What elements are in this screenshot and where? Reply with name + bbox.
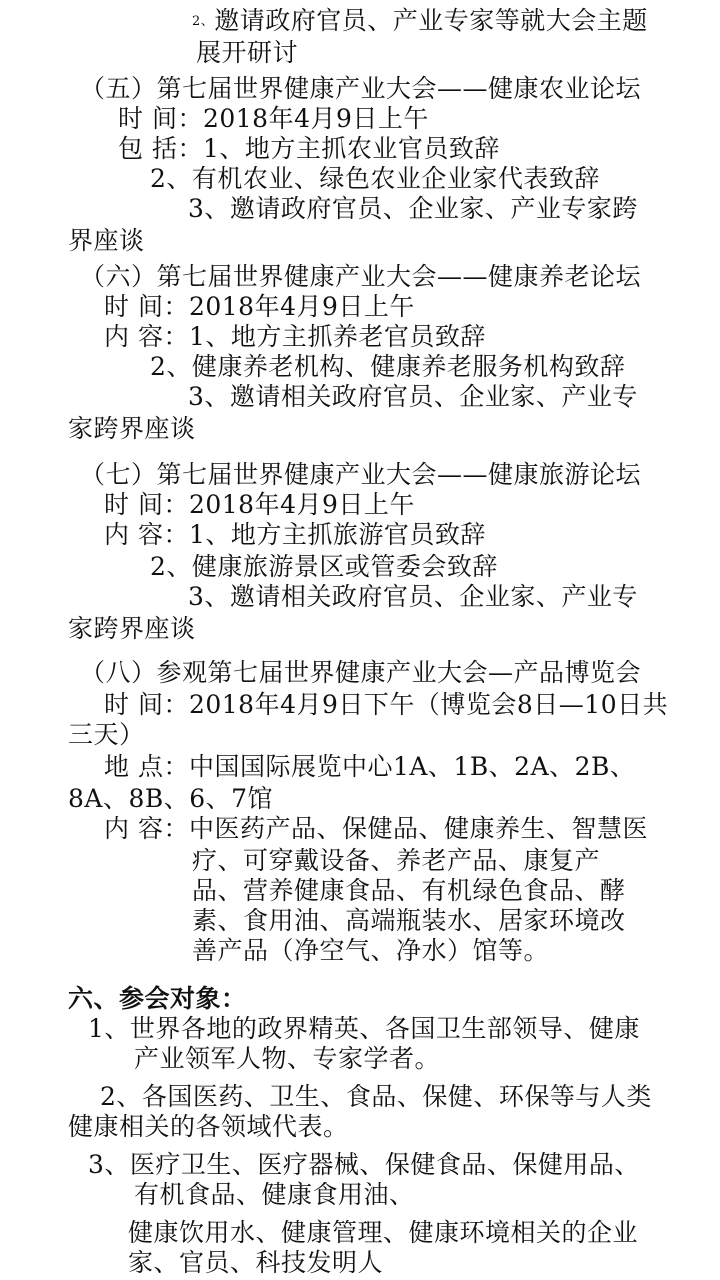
forum-travel-heading: （七）第七届世界健康产业大会——健康旅游论坛: [80, 460, 642, 489]
forum-travel-item2: 2、健康旅游景区或管委会致辞: [150, 552, 498, 581]
attendees-item1-l1: 1、世界各地的政界精英、各国卫生部领导、健康: [88, 1014, 640, 1043]
expo-content-l2: 疗、可穿戴设备、养老产品、康复产: [192, 846, 601, 875]
forum-elder-item3: 3、邀请相关政府官员、企业家、产业专: [188, 382, 638, 411]
expo-place-cont: 8A、8B、6、7馆: [68, 784, 274, 813]
forum-agri-time: 时 间：2018年4月9日上午: [118, 104, 429, 133]
attendees-item3-l1: 3、医疗卫生、医疗器械、保健食品、保健用品、: [88, 1150, 640, 1179]
forum-elder-item3-cont: 家跨界座谈: [68, 414, 196, 443]
expo-place: 地 点：中国国际展览中心1A、1B、2A、2B、: [104, 752, 636, 781]
expo-content-l4: 素、食用油、高端瓶装水、居家环境改: [192, 906, 626, 935]
forum-agri-heading: （五）第七届世界健康产业大会——健康农业论坛: [80, 74, 642, 103]
forum-travel-item3-cont: 家跨界座谈: [68, 614, 196, 643]
expo-content-l3: 品、营养健康食品、有机绿色食品、酵: [192, 876, 626, 905]
sec5-tail-item2-text: 邀请政府官员、产业专家等就大会主题: [214, 6, 648, 35]
expo-heading: （八）参观第七届世界健康产业大会—产品博览会: [80, 658, 642, 687]
expo-content-l1: 内 容：中医药产品、保健品、健康养生、智慧医: [104, 814, 648, 843]
sec5-tail-item2-num: 2、: [192, 14, 215, 29]
forum-travel-item1: 内 容：1、地方主抓旅游官员致辞: [104, 520, 486, 549]
forum-elder-heading: （六）第七届世界健康产业大会——健康养老论坛: [80, 262, 642, 291]
forum-elder-item2: 2、健康养老机构、健康养老服务机构致辞: [150, 352, 626, 381]
attendees-item3-l4: 家、官员、科技发明人: [128, 1248, 384, 1277]
attendees-item2-l1: 2、各国医药、卫生、食品、保健、环保等与人类: [100, 1082, 652, 1111]
attendees-item3-l3: 健康饮用水、健康管理、健康环境相关的企业: [128, 1218, 639, 1247]
attendees-item1-l2: 产业领军人物、专家学者。: [134, 1044, 441, 1073]
expo-content-l5: 善产品（净空气、净水）馆等。: [192, 936, 550, 965]
forum-agri-item3: 3、邀请政府官员、企业家、产业专家跨: [188, 194, 638, 223]
forum-agri-item1: 包 括：1、地方主抓农业官员致辞: [118, 134, 500, 163]
forum-agri-item3-cont: 界座谈: [68, 226, 145, 255]
forum-agri-item2: 2、有机农业、绿色农业企业家代表致辞: [150, 164, 600, 193]
attendees-heading: 六、参会对象：: [68, 984, 247, 1013]
attendees-item2-l2: 健康相关的各领域代表。: [68, 1112, 349, 1141]
forum-travel-item3: 3、邀请相关政府官员、企业家、产业专: [188, 582, 638, 611]
sec5-tail-item2-cont: 展开研讨: [196, 38, 299, 67]
expo-time-cont: 三天）: [68, 720, 145, 749]
forum-elder-time: 时 间：2018年4月9日上午: [104, 292, 415, 321]
forum-travel-time: 时 间：2018年4月9日上午: [104, 490, 415, 519]
expo-time: 时 间：2018年4月9日下午（博览会8日—10日共: [104, 690, 669, 719]
attendees-item3-l2: 有机食品、健康食用油、: [134, 1180, 415, 1209]
sec5-tail-item2: [192, 6, 648, 37]
forum-elder-item1: 内 容：1、地方主抓养老官员致辞: [104, 322, 486, 351]
